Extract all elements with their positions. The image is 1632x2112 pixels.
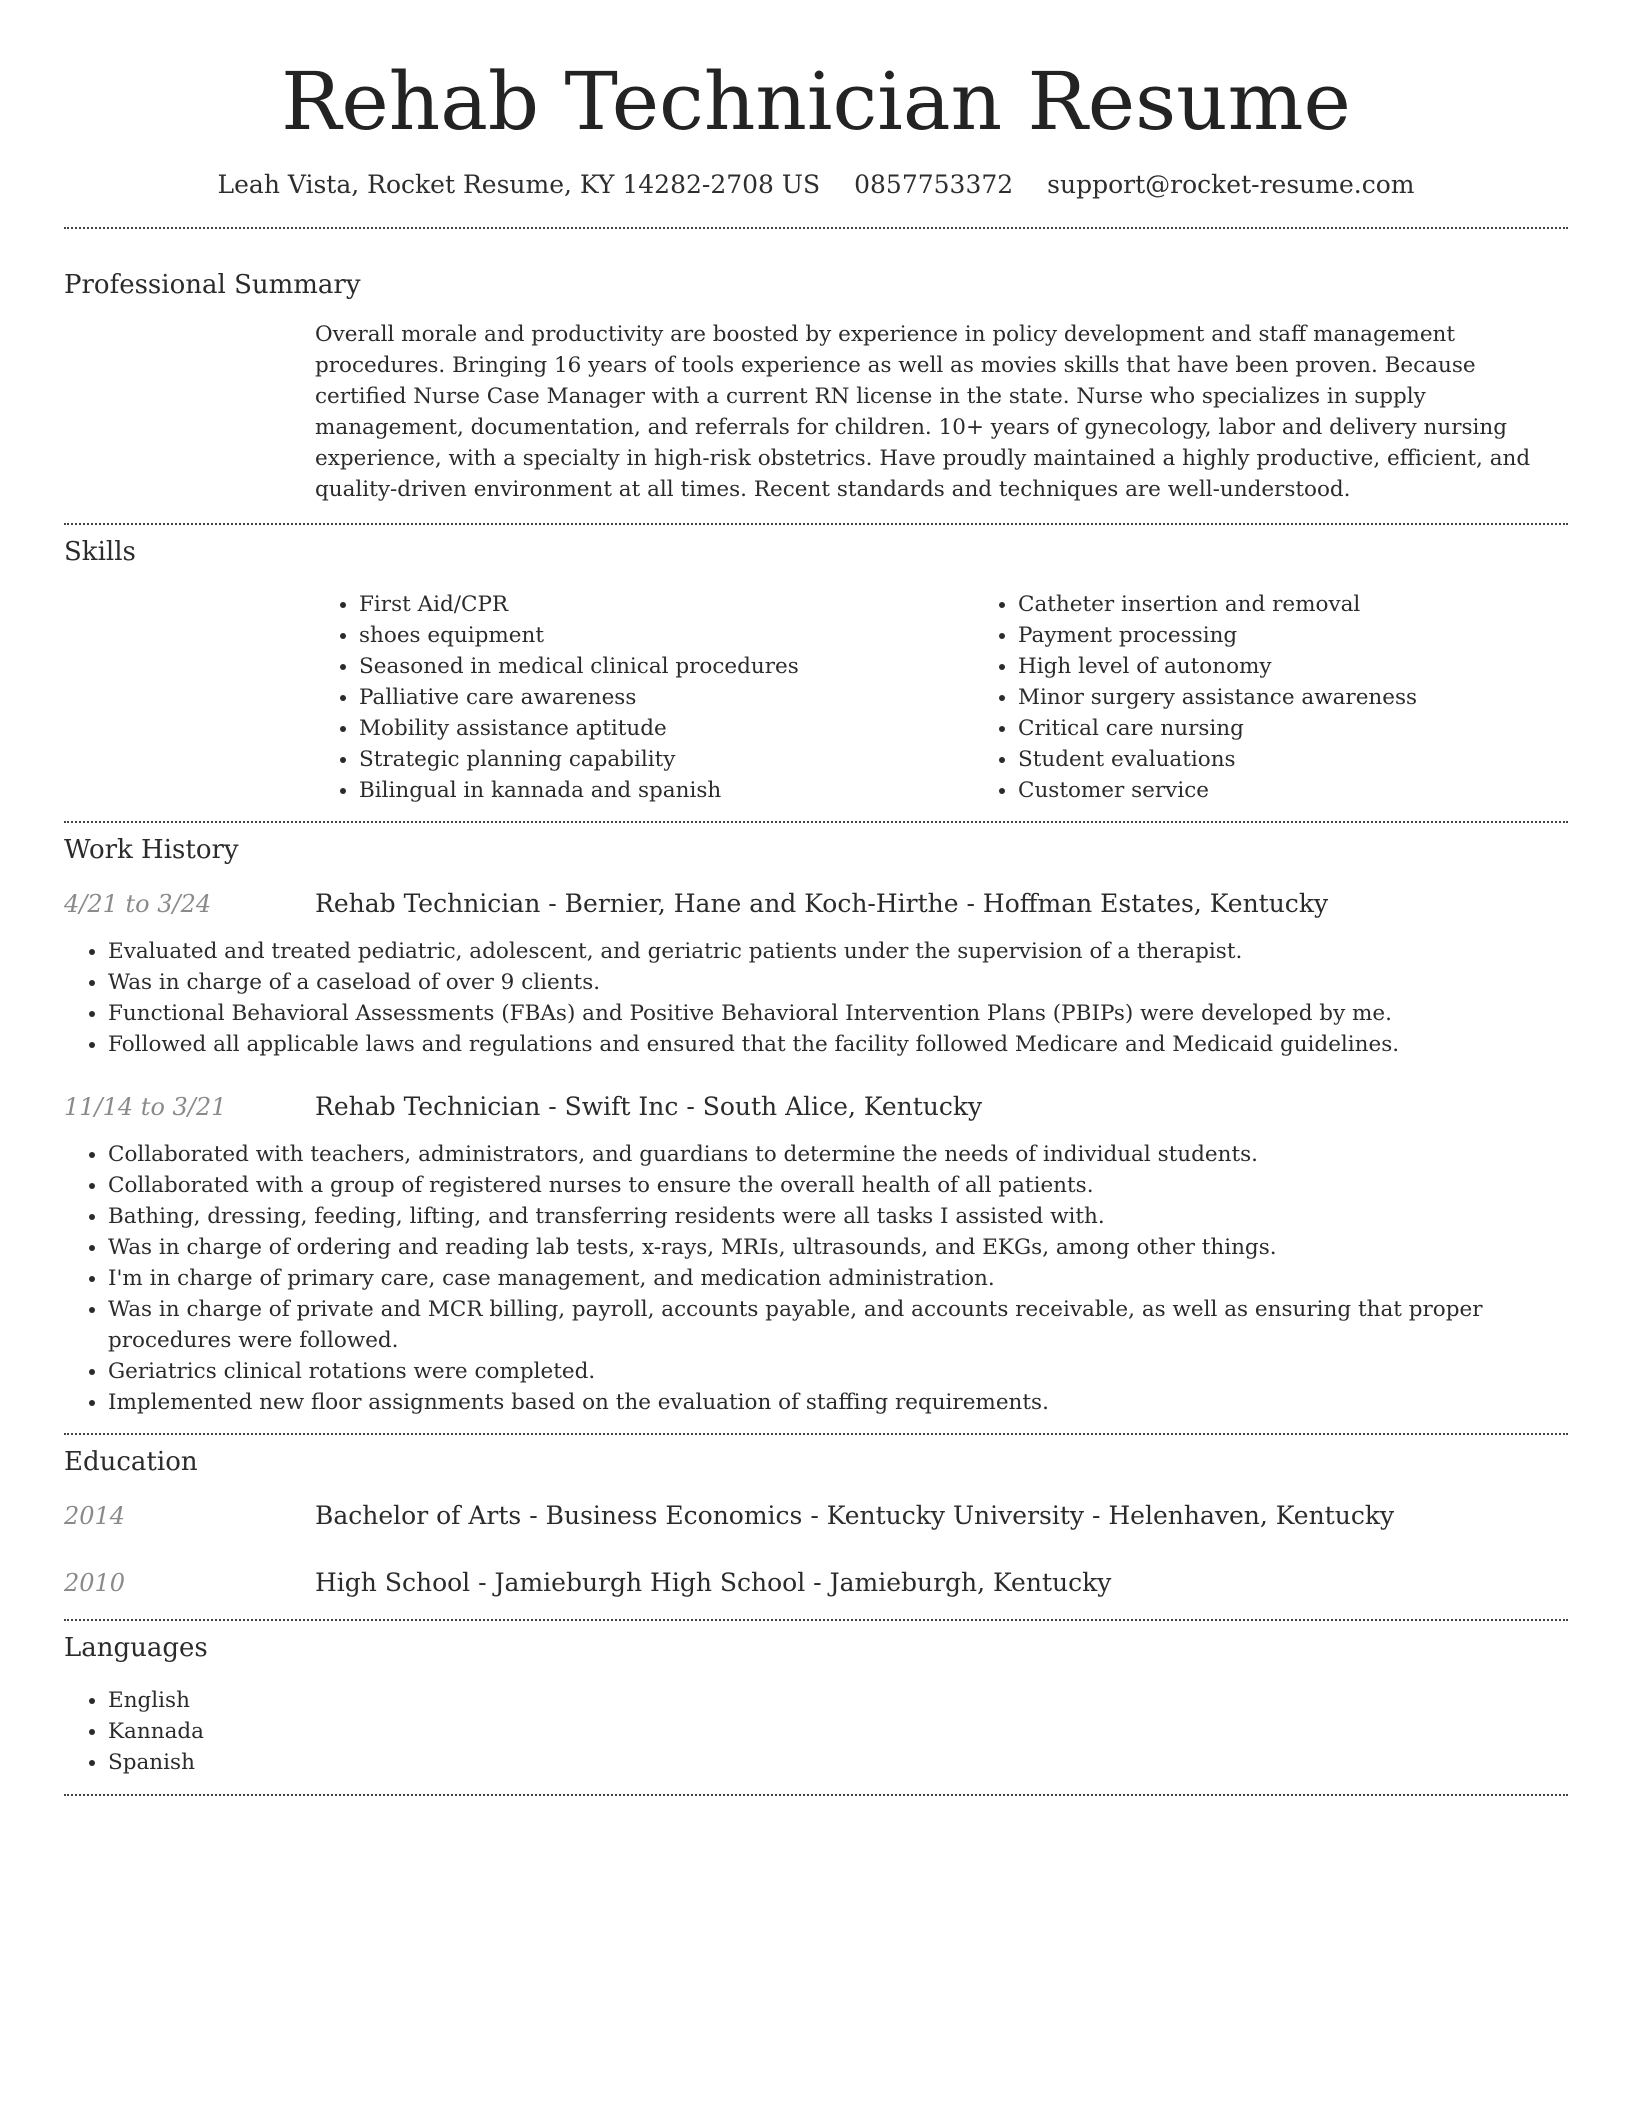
skills-section [64, 535, 1568, 806]
divider [64, 821, 1568, 823]
list-item: • Was in charge of private and MCR billing, payroll, accounts payable, and accounts receivable, as well as ensuring that proper procedures were followed. [108, 1294, 1568, 1356]
languages-section [64, 1631, 1568, 1778]
list-item: • Kannada [108, 1716, 1568, 1747]
list-item: • Student evaluations [1018, 744, 1632, 775]
list-item: • shoes equipment [359, 620, 974, 651]
languages-heading: Languages [64, 1633, 208, 1663]
divider [64, 227, 1568, 229]
divider [64, 523, 1568, 525]
list-item: • Collaborated with teachers, administrators, and guardians to determine the needs of individual students. [108, 1139, 1568, 1170]
job-dates: 4/21 to 3/24 [64, 890, 212, 918]
contact-line [64, 168, 1568, 202]
contact-email: support@rocket-resume.com [1047, 170, 1415, 199]
divider [64, 1619, 1568, 1621]
job-entry [64, 887, 1568, 1060]
list-item: • Collaborated with a group of registered nurses to ensure the overall health of all patients. [108, 1170, 1568, 1201]
work-heading: Work History [64, 835, 239, 865]
list-item: • Minor surgery assistance awareness [1018, 682, 1632, 713]
list-item: • Functional Behavioral Assessments (FBAs) and Positive Behavioral Intervention Plans (PBIPs) were developed by me. [108, 998, 1568, 1029]
education-year: 2014 [64, 1502, 126, 1530]
list-item: • Geriatrics clinical rotations were completed. [108, 1356, 1568, 1387]
skills-left-list [315, 589, 974, 806]
job-bullets [64, 936, 1568, 1060]
languages-list [64, 1685, 1568, 1778]
skills-right-list [974, 589, 1632, 806]
contact-phone: 0857753372 [854, 170, 1014, 199]
education-heading: Education [64, 1447, 198, 1477]
list-item: • Customer service [1018, 775, 1632, 806]
list-item: • I'm in charge of primary care, case management, and medication administration. [108, 1263, 1568, 1294]
skills-grid [315, 589, 1568, 806]
divider [64, 1794, 1568, 1796]
list-item: • Was in charge of a caseload of over 9 clients. [108, 967, 1568, 998]
skills-heading: Skills [64, 537, 136, 567]
work-section [64, 833, 1568, 1418]
list-item: • English [108, 1685, 1568, 1716]
education-year: 2010 [64, 1569, 126, 1597]
list-item: • Catheter insertion and removal [1018, 589, 1632, 620]
job-header [64, 1090, 1568, 1124]
job-dates: 11/14 to 3/21 [64, 1093, 227, 1121]
list-item: • Seasoned in medical clinical procedures [359, 651, 974, 682]
job-entry [64, 1090, 1568, 1418]
summary-heading: Professional Summary [64, 270, 361, 300]
list-item: • Critical care nursing [1018, 713, 1632, 744]
list-item: • Palliative care awareness [359, 682, 974, 713]
summary-section [64, 268, 1568, 505]
education-title: High School - Jamieburgh High School - Jamieburgh, Kentucky [315, 1568, 1112, 1597]
job-title: Rehab Technician - Bernier, Hane and Koch-Hirthe - Hoffman Estates, Kentucky [315, 889, 1329, 918]
summary-text: Overall morale and productivity are boosted by experience in policy development and staff management procedures. Bringing 16 years of tools experience as well as movies skills that have been proven. Because certified Nurse Case Manager with a current RN license in the state. Nurse who specializes in supply management, documentation, and referrals for children. 10+ years of gynecology, labor and delivery nursing experience, with a specialty in high-risk obstetrics. Have proudly maintained a highly productive, efficient, and quality-driven environment at all times. Recent standards and techniques are well-understood. [315, 322, 1531, 502]
education-title: Bachelor of Arts - Business Economics - Kentucky University - Helenhaven, Kentucky [315, 1501, 1395, 1530]
list-item: • First Aid/CPR [359, 589, 974, 620]
list-item: • Implemented new floor assignments based on the evaluation of staffing requirements. [108, 1387, 1568, 1418]
job-bullets [64, 1139, 1568, 1418]
education-entry [64, 1499, 1568, 1533]
list-item: • Bilingual in kannada and spanish [359, 775, 974, 806]
divider [64, 1433, 1568, 1435]
education-section [64, 1445, 1568, 1600]
list-item: • Spanish [108, 1747, 1568, 1778]
list-item: • Bathing, dressing, feeding, lifting, and transferring residents were all tasks I assisted with. [108, 1201, 1568, 1232]
list-item: • High level of autonomy [1018, 651, 1632, 682]
job-header [64, 887, 1568, 921]
contact-address: Leah Vista, Rocket Resume, KY 14282-2708 US [217, 170, 821, 199]
list-item: • Payment processing [1018, 620, 1632, 651]
education-entry [64, 1566, 1568, 1600]
list-item: • Was in charge of ordering and reading lab tests, x-rays, MRIs, ultrasounds, and EKGs, among other things. [108, 1232, 1568, 1263]
list-item: • Followed all applicable laws and regulations and ensured that the facility followed Medicare and Medicaid guidelines. [108, 1029, 1568, 1060]
resume-title: Rehab Technician Resume [281, 55, 1351, 148]
job-title: Rehab Technician - Swift Inc - South Alice, Kentucky [315, 1092, 983, 1121]
list-item: • Mobility assistance aptitude [359, 713, 974, 744]
list-item: • Strategic planning capability [359, 744, 974, 775]
list-item: • Evaluated and treated pediatric, adolescent, and geriatric patients under the supervision of a therapist. [108, 936, 1568, 967]
